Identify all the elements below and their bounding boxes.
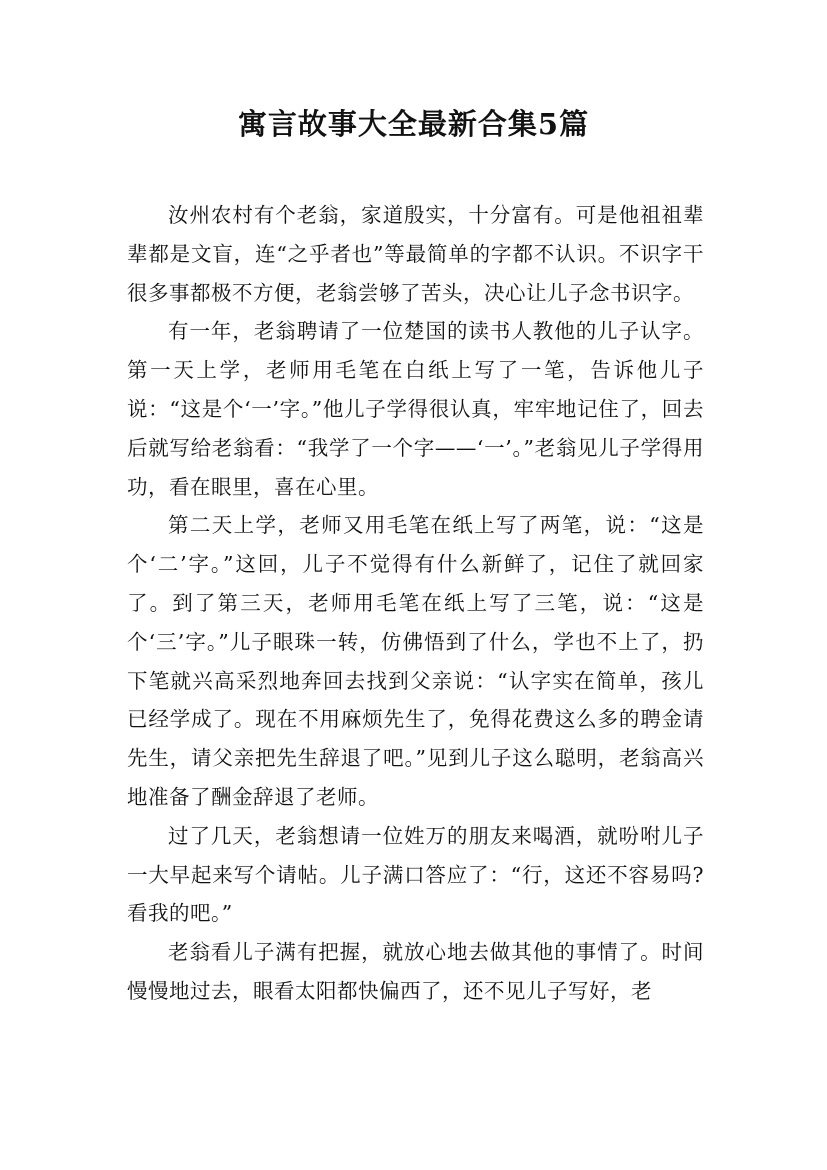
document-title: 寓言故事大全最新合集5篇 [237,107,590,141]
document-body [127,196,704,1011]
paragraph-4: 过了几天，老翁想请一位姓万的朋友来喝酒，就吩咐儿子一大早起来写个请帖。儿子满口答应了：“行，这还不容易吗?看我的吧。” [127,823,704,926]
paragraph-3: 第二天上学，老师又用毛笔在纸上写了两笔，说：“这是个‘二’字。”这回，儿子不觉得有什么新鲜了，记住了就回家了。到了第三天，老师用毛笔在纸上写了三笔，说：“这是个‘三’字。”儿子眼珠一转，仿佛悟到了什么，学也不上了，扔下笔就兴高采烈地奔回去找到父亲说：“认字实在简单，孩儿已经学成了。现在不用麻烦先生了，免得花费这么多的聘金请先生，请父亲把先生辞退了吧。”见到儿子这么聪明，老翁高兴地准备了酬金辞退了老师。 [127,513,704,809]
paragraph-5: 老翁看儿子满有把握，就放心地去做其他的事情了。时间慢慢地过去，眼看太阳都快偏西了，还不见儿子写好，老 [127,940,704,1003]
paragraph-1: 汝州农村有个老翁，家道殷实，十分富有。可是他祖祖辈辈都是文盲，连“之乎者也”等最简单的字都不认识。不识字干很多事都极不方便，老翁尝够了苦头，决心让儿子念书识字。 [127,203,704,305]
paragraph-2: 有一年，老翁聘请了一位楚国的读书人教他的儿子认字。第一天上学，老师用毛笔在白纸上写了一笔，告诉他儿子说：“这是个‘一’字。”他儿子学得很认真，牢牢地记住了，回去后就写给老翁看：“我学了一个字——‘一’。”老翁见儿子学得用功，看在眼里，喜在心里。 [127,319,704,499]
